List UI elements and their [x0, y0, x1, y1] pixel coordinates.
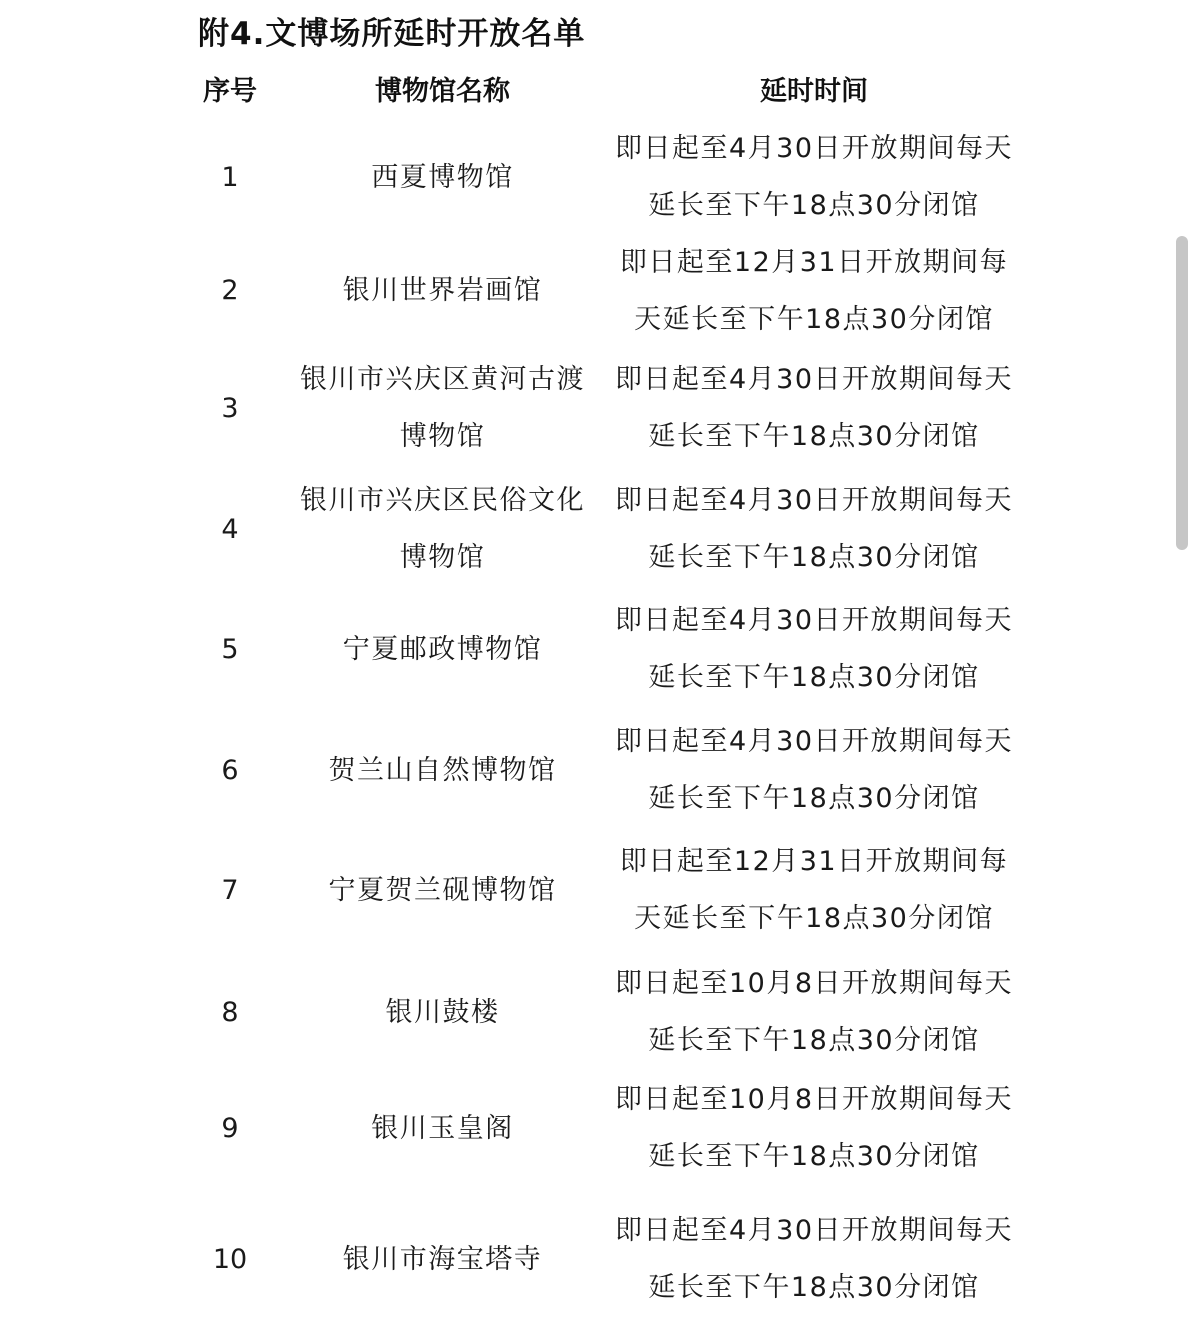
row-index: 1 [221, 161, 239, 193]
museum-name: 银川市海宝塔寺 [342, 1243, 543, 1275]
table-row [0, 592, 1200, 706]
extended-time: 即日起至12月31日开放期间每天延长至下午18点30分闭馆 [619, 846, 1009, 934]
row-index: 6 [221, 754, 239, 786]
table-row [0, 1202, 1200, 1316]
extended-time: 即日起至4月30日开放期间每天延长至下午18点30分闭馆 [614, 1215, 1014, 1303]
scrollbar-thumb[interactable] [1176, 236, 1188, 550]
extended-time: 即日起至4月30日开放期间每天延长至下午18点30分闭馆 [614, 485, 1014, 573]
row-index: 2 [221, 275, 239, 306]
row-index: 5 [221, 633, 239, 665]
header-extended-time: 延时时间 [760, 76, 868, 107]
row-index: 4 [221, 513, 239, 545]
row-index: 8 [221, 996, 239, 1028]
header-museum-name: 博物馆名称 [375, 76, 510, 107]
table-row [0, 955, 1200, 1069]
extended-time: 即日起至4月30日开放期间每天延长至下午18点30分闭馆 [614, 605, 1014, 693]
museum-name: 银川玉皇阁 [371, 1112, 514, 1144]
row-index: 3 [221, 392, 239, 424]
table-row [0, 120, 1200, 234]
table-header [0, 70, 1200, 114]
row-index: 9 [221, 1112, 239, 1144]
table-row [0, 351, 1200, 465]
extended-time: 即日起至4月30日开放期间每天延长至下午18点30分闭馆 [614, 133, 1014, 221]
museum-name: 西夏博物馆 [371, 161, 514, 193]
museum-name: 银川鼓楼 [385, 996, 500, 1028]
museum-name: 银川世界岩画馆 [342, 275, 543, 306]
table-row [0, 1071, 1200, 1185]
extended-time: 即日起至10月8日开放期间每天延长至下午18点30分闭馆 [614, 968, 1014, 1056]
table-row [0, 472, 1200, 586]
museum-name: 银川市兴庆区民俗文化博物馆 [300, 485, 585, 573]
extended-time: 即日起至12月31日开放期间每天延长至下午18点30分闭馆 [619, 246, 1009, 335]
table-row [0, 713, 1200, 827]
museum-name: 宁夏邮政博物馆 [342, 633, 543, 665]
museum-name: 贺兰山自然博物馆 [328, 754, 557, 786]
museum-name: 银川市兴庆区黄河古渡博物馆 [300, 364, 585, 452]
extended-time: 即日起至4月30日开放期间每天延长至下午18点30分闭馆 [614, 726, 1014, 814]
table-row [0, 234, 1200, 347]
extended-time: 即日起至4月30日开放期间每天延长至下午18点30分闭馆 [614, 364, 1014, 452]
row-index: 7 [221, 874, 239, 906]
row-index: 10 [212, 1243, 248, 1275]
extended-time: 即日起至10月8日开放期间每天延长至下午18点30分闭馆 [614, 1084, 1014, 1172]
table-row [0, 833, 1200, 947]
page-title: 附4.文博场所延时开放名单 [198, 16, 586, 52]
header-index: 序号 [203, 76, 257, 107]
museum-name: 宁夏贺兰砚博物馆 [328, 874, 557, 906]
